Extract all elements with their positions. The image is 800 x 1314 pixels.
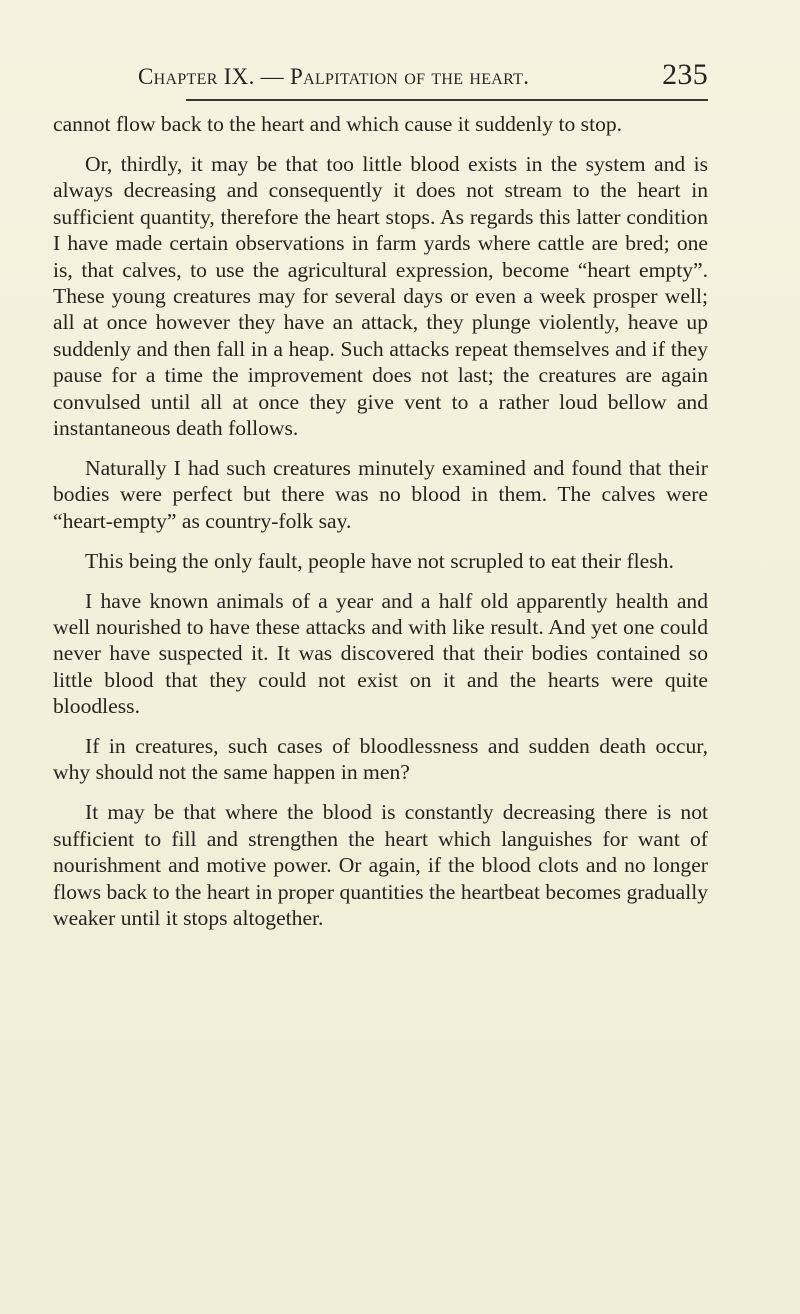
header-rule (186, 99, 708, 101)
running-title: Chapter IX. — Palpitation of the heart. (138, 64, 530, 89)
paragraph: If in creatures, such cases of bloodlessness and sudden death occur, why should not the same happen in men? (53, 734, 708, 785)
paragraph: It may be that where the blood is constantly decreasing there is not sufficient to fill and strengthen the heart which languishes for want of nourishment and motive power. Or again, if the blood clots and no longer flows back to the heart in proper quantities the heartbeat becomes gradually weaker until it stops altogether. (53, 800, 708, 930)
paragraph: I have known animals of a year and a half old apparently health and well nourished to have these attacks and with like result. And yet one could never have suspected it. It was discovered that their bodies contained so little blood that they could not exist on it and the hearts were quite bloodless. (53, 588, 708, 719)
body-text (53, 111, 708, 931)
paragraph: Or, thirdly, it may be that too little blood exists in the system and is always decreasing and consequently it does not stream to the heart in sufficient quantity, therefore the heart stops. As regards this latter condition I have made certain observations in farm yards where cattle are bred; one is, that calves, to use the agricultural expression, become “heart empty”. These young creatures may for several days or even a week prosper well; all at once however they have an attack, they plunge violently, heave up suddenly and then fall in a heap. Such attacks repeat themselves and if they pause for a time the improvement does not last; the creatures are again convulsed until all at once they give vent to a rather loud bellow and instantaneous death follows. (53, 151, 708, 440)
paragraph: cannot flow back to the heart and which cause it suddenly to stop. (53, 112, 623, 136)
paragraph: Naturally I had such creatures minutely examined and found that their bodies were perfect but there was no blood in them. The calves were “heart-empty” as country-folk say. (53, 455, 708, 533)
paragraph: This being the only fault, people have not scrupled to eat their flesh. (85, 548, 674, 573)
running-head (138, 58, 708, 92)
page-number: 235 (662, 58, 708, 91)
